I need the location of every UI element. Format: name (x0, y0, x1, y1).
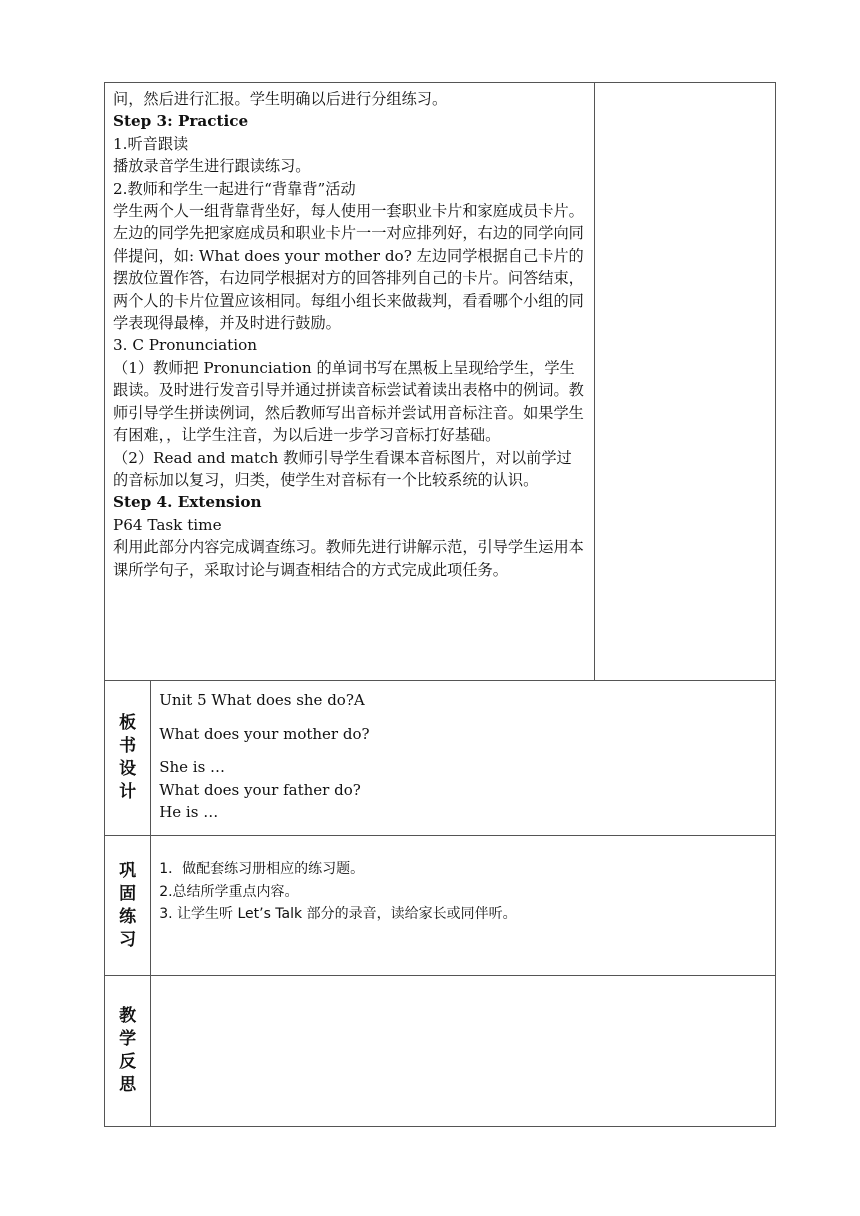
step-4-heading: Step 4. Extension (113, 493, 262, 512)
procedure-line: 播放录音学生进行跟读练习。 (113, 157, 311, 176)
lesson-plan-table (104, 82, 776, 1127)
board-line: He is … (159, 803, 219, 821)
board-design-label: 板书设计 (119, 713, 137, 802)
procedure-paragraph: 学生两个人一组背靠背坐好，每人使用一套职业卡片和家庭成员卡片。左边的同学先把家庭成员和职业卡片一一对应排列好，右边的同学向同伴提问，如: What does your mother do? 左边同学根据自己卡片的摆放位置作答，右边同学根据对方的回答排列自己的卡片。问答结束，两个人的卡片位置应该相同。每组小组长来做裁判，看看哪个小组的同学表现得最棒，并及时进行鼓励。 (113, 202, 584, 333)
consolidation-row (105, 836, 776, 976)
procedure-line: P64 Task time (113, 515, 222, 534)
step-3-heading: Step 3: Practice (113, 112, 249, 131)
reflection-content (151, 976, 776, 1127)
board-line: What does your mother do? (159, 724, 370, 743)
procedure-paragraph: （2）Read and match 教师引导学生看课本音标图片，对以前学过的音标加以复习，归类，使学生对音标有一个比较系统的认识。 (113, 448, 572, 489)
procedure-row (105, 83, 776, 681)
notes-cell (595, 83, 776, 681)
exercise-item: 3. 让学生听 Let’s Talk 部分的录音，读给家长或同伴听。 (159, 906, 517, 922)
reflection-label-cell (105, 976, 151, 1127)
procedure-line: 2.教师和学生一起进行“背靠背”活动 (113, 179, 356, 198)
reflection-row (105, 976, 776, 1127)
procedure-line: 3. C Pronunciation (113, 336, 258, 355)
board-design-content (151, 681, 776, 836)
exercise-item: 2.总结所学重点内容。 (159, 883, 299, 900)
board-line: She is … (159, 758, 226, 776)
consolidation-content (151, 836, 776, 976)
consolidation-label: 巩固练习 (119, 860, 137, 950)
procedure-paragraph: （1）教师把 Pronunciation 的单词书写在黑板上呈现给学生，学生跟读。及时进行发音引导并通过拼读音标尝试着读出表格中的例词。教师引导学生拼读例词，然后教师写出音标并尝试用音标注音。如果学生有困难，，让学生注音，为以后进一步学习音标打好基础。 (113, 358, 584, 445)
exercise-item: 1．做配套练习册相应的练习题。 (159, 861, 365, 877)
procedure-paragraph: 利用此部分内容完成调查练习。教师先进行讲解示范，引导学生运用本课所学句子，采取讨论与调查相结合的方式完成此项任务。 (113, 538, 584, 579)
board-design-row (105, 681, 776, 836)
board-line: Unit 5 What does she do?A (159, 691, 365, 709)
consolidation-label-cell (105, 836, 151, 976)
reflection-label: 教学反思 (119, 1006, 137, 1095)
teaching-procedure-cell (105, 83, 595, 681)
board-design-label-cell (105, 681, 151, 836)
procedure-line: 问，然后进行汇报。学生明确以后进行分组练习。 (113, 90, 448, 108)
procedure-line: 1.听音跟读 (113, 134, 189, 153)
board-line: What does your father do? (159, 780, 361, 799)
